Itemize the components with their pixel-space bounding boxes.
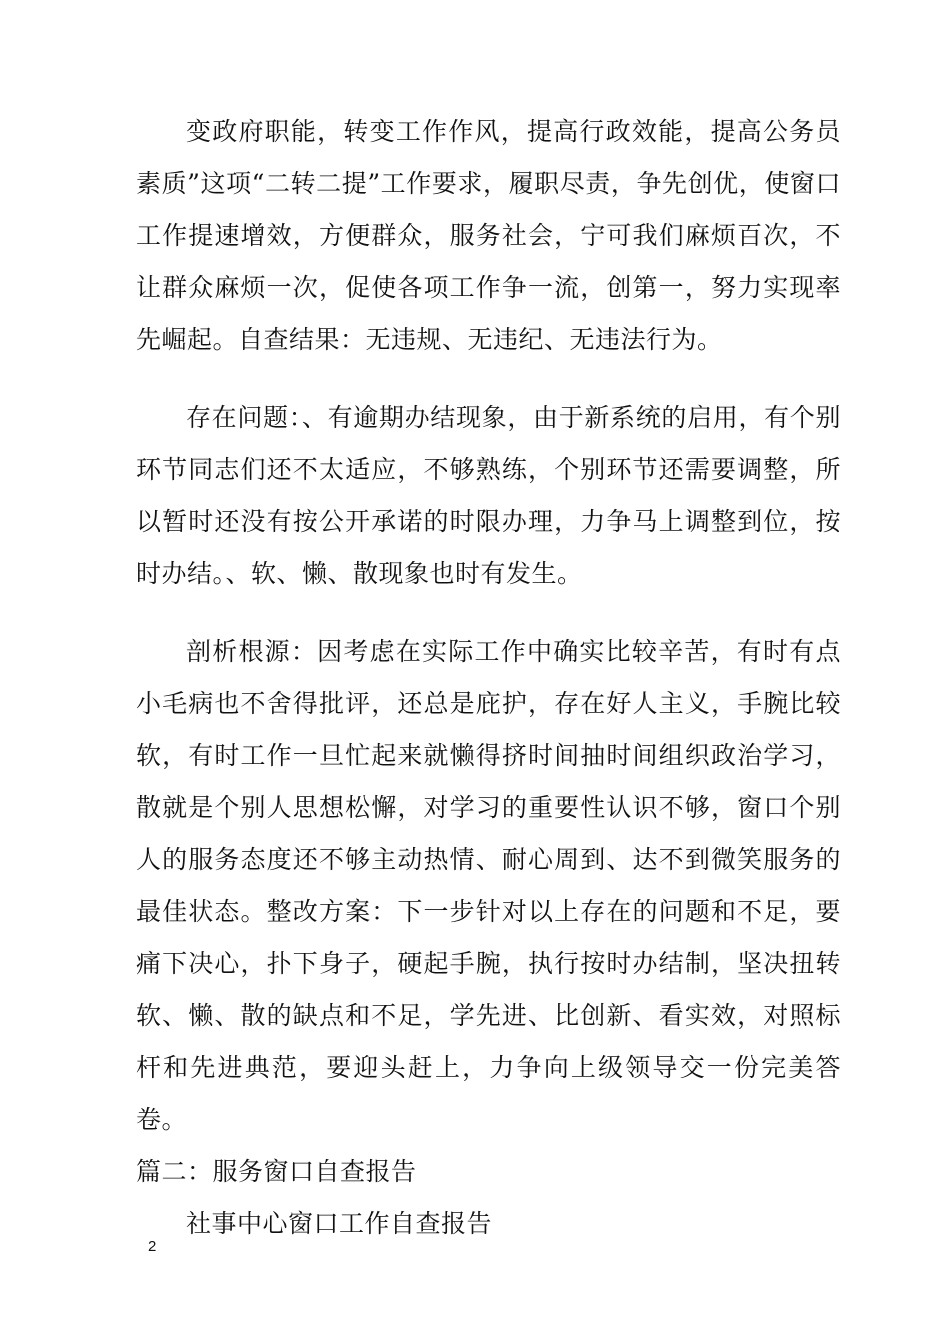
paragraph-existing-problems: 存在问题：、有逾期办结现象，由于新系统的启用，有个别环节同志们还不太适应，不够熟练，个别环节还需要调整，所以暂时还没有按公开承诺的时限办理，力争马上调整到位，按时办结。、软、懒、散现象也时有发生。 bbox=[136, 403, 841, 588]
paragraph-root-cause-and-rectification: 剖析根源：因考虑在实际工作中确实比较辛苦，有时有点小毛病也不舍得批评，还总是庇护，存在好人主义，手腕比较软，有时工作一旦忙起来就懒得挤时间抽时间组织政治学习，散就是个别人思想松懈，对学习的重要性认识不够，窗口个别人的服务态度还不够主动热情、耐心周到、达不到微笑服务的最佳状态。整改方案：下一步针对以上存在的问题和不足，要痛下决心，扑下身子，硬起手腕，执行按时办结制，坚决扭转软、懒、散的缺点和不足，学先进、比创新、看实效，对照标杆和先进典范，要迎头赶上，力争向上级领导交一份完美答卷。 bbox=[136, 637, 841, 1134]
document-body bbox=[136, 106, 841, 1250]
paragraph-self-check-result: 变政府职能，转变工作作风，提高行政效能，提高公务员素质”这项“二转二提”工作要求，履职尽责，争先创优，使窗口工作提速增效，方便群众，服务社会，宁可我们麻烦百次，不让群众麻烦一次，促使各项工作争一流，创第一，努力实现率先崛起。自查结果：无违规、无违纪、无违法行为。 bbox=[136, 117, 841, 354]
page-number: 2 bbox=[148, 1238, 157, 1255]
section-heading: 篇二：服务窗口自查报告 bbox=[136, 1157, 417, 1186]
report-subtitle: 社事中心窗口工作自查报告 bbox=[186, 1209, 493, 1238]
